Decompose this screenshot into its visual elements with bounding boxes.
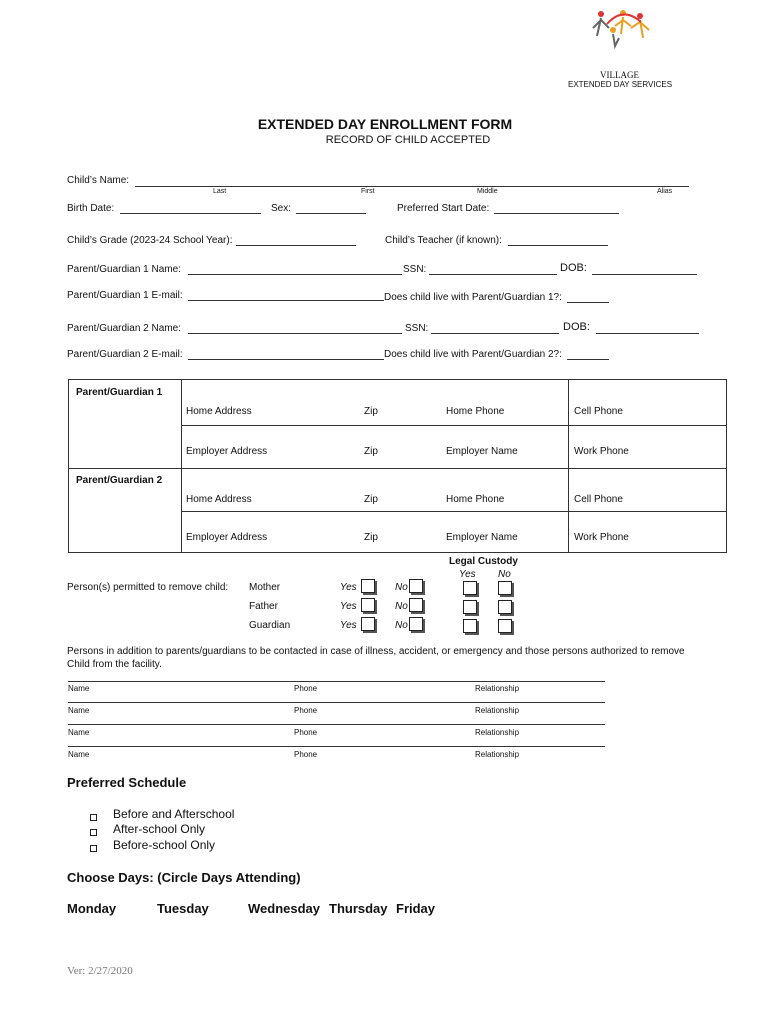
child-name-sub-middle: Middle	[477, 188, 498, 195]
father-no-label: No	[395, 601, 408, 612]
pg2-dob-field[interactable]	[596, 333, 699, 334]
contact-1-name: Name	[68, 684, 90, 693]
guardian-no-label: No	[395, 620, 408, 631]
village-logo-icon	[585, 8, 660, 70]
contact-4-name: Name	[68, 750, 90, 759]
child-name-label: Child’s Name:	[67, 175, 130, 186]
mother-custody-yes-checkbox[interactable]	[463, 581, 477, 595]
sex-field[interactable]	[296, 213, 366, 214]
day-tuesday[interactable]: Tuesday	[157, 901, 209, 916]
child-name-sub-alias: Alias	[657, 188, 673, 195]
mother-custody-no-checkbox[interactable]	[498, 581, 512, 595]
contact-line-4[interactable]	[68, 746, 605, 747]
mother-no-label: No	[395, 582, 408, 593]
page-title: EXTENDED DAY ENROLLMENT FORM	[257, 116, 513, 132]
day-thursday[interactable]: Thursday	[329, 901, 388, 916]
custody-no-header: No	[498, 569, 511, 580]
pg1-live-label: Does child live with Parent/Guardian 1?:	[384, 292, 562, 303]
pg1-ssn-field[interactable]	[429, 274, 557, 275]
pg2-home-address[interactable]: Home Address	[186, 494, 252, 505]
father-custody-yes-checkbox[interactable]	[463, 600, 477, 614]
grade-field[interactable]	[236, 245, 356, 246]
pg2-ssn-label: SSN:	[405, 323, 429, 334]
pg2-name-field[interactable]	[188, 333, 402, 334]
schedule-option-2-checkbox[interactable]	[90, 829, 97, 836]
contact-4-relationship: Relationship	[475, 750, 520, 759]
pg2-home-phone[interactable]: Home Phone	[446, 494, 505, 505]
pg1-employer-address[interactable]: Employer Address	[186, 446, 268, 457]
pg1-home-zip[interactable]: Zip	[364, 406, 378, 417]
preferred-start-field[interactable]	[494, 213, 619, 214]
pg1-email-label: Parent/Guardian 1 E-mail:	[67, 290, 183, 301]
row-guardian-label: Guardian	[249, 620, 291, 631]
grade-label: Child’s Grade (2023-24 School Year):	[67, 235, 233, 246]
child-name-sub-first: First	[361, 188, 375, 195]
pg1-employer-zip[interactable]: Zip	[364, 446, 378, 457]
page-subtitle: RECORD OF CHILD ACCEPTED	[325, 134, 491, 146]
custody-yes-header: Yes	[459, 569, 476, 580]
pg1-employer-name[interactable]: Employer Name	[446, 446, 518, 457]
guardian-custody-yes-checkbox[interactable]	[463, 619, 477, 633]
contact-line-2[interactable]	[68, 702, 605, 703]
pg2-employer-name[interactable]: Employer Name	[446, 532, 518, 543]
pg1-name-label: Parent/Guardian 1 Name:	[67, 264, 181, 275]
schedule-option-2: After-school Only	[113, 822, 206, 836]
pg1-live-field[interactable]	[567, 302, 609, 303]
contact-2-relationship: Relationship	[475, 706, 520, 715]
pg2-work-phone[interactable]: Work Phone	[574, 532, 629, 543]
pg2-home-zip[interactable]: Zip	[364, 494, 378, 505]
pg1-dob-label: DOB:	[560, 262, 587, 274]
contact-line-3[interactable]	[68, 724, 605, 725]
pg2-live-field[interactable]	[567, 359, 609, 360]
schedule-option-1: Before and Afterschool	[113, 807, 235, 821]
row-mother-label: Mother	[249, 582, 281, 593]
days-title: Choose Days: (Circle Days Attending)	[67, 870, 301, 885]
pg1-home-phone[interactable]: Home Phone	[446, 406, 505, 417]
father-custody-no-checkbox[interactable]	[498, 600, 512, 614]
permitted-label: Person(s) permitted to remove child:	[67, 582, 229, 593]
pg2-cell-phone[interactable]: Cell Phone	[574, 494, 623, 505]
logo	[585, 8, 660, 70]
father-yes-label: Yes	[340, 601, 357, 612]
day-monday[interactable]: Monday	[67, 901, 117, 916]
sex-label: Sex:	[271, 203, 292, 214]
mother-remove-yes-checkbox[interactable]	[361, 579, 375, 593]
schedule-option-1-checkbox[interactable]	[90, 814, 97, 821]
pg1-email-field[interactable]	[188, 300, 384, 301]
pg1-name-field[interactable]	[188, 274, 402, 275]
guardian-remove-yes-checkbox[interactable]	[361, 617, 375, 631]
pg2-name-label: Parent/Guardian 2 Name:	[67, 323, 181, 334]
guardian-table	[68, 379, 727, 553]
pg1-dob-field[interactable]	[592, 274, 697, 275]
contact-2-name: Name	[68, 706, 90, 715]
day-friday[interactable]: Friday	[396, 901, 436, 916]
contact-3-name: Name	[68, 728, 90, 737]
pg1-work-phone[interactable]: Work Phone	[574, 446, 629, 457]
pg1-cell-phone[interactable]: Cell Phone	[574, 406, 623, 417]
guardian-yes-label: Yes	[340, 620, 357, 631]
pg2-ssn-field[interactable]	[431, 333, 559, 334]
legal-custody-title: Legal Custody	[449, 556, 518, 567]
guardian-remove-no-checkbox[interactable]	[409, 617, 423, 631]
child-name-field[interactable]	[135, 186, 689, 187]
mother-yes-label: Yes	[340, 582, 357, 593]
contact-1-phone: Phone	[294, 684, 318, 693]
teacher-field[interactable]	[508, 245, 608, 246]
contact-2-phone: Phone	[294, 706, 318, 715]
pg1-home-address[interactable]: Home Address	[186, 406, 252, 417]
contact-1-relationship: Relationship	[475, 684, 520, 693]
birth-date-field[interactable]	[120, 213, 261, 214]
schedule-option-3-checkbox[interactable]	[90, 845, 97, 852]
guardian-custody-no-checkbox[interactable]	[498, 619, 512, 633]
pg1-ssn-label: SSN:	[403, 264, 427, 275]
pg2-employer-zip[interactable]: Zip	[364, 532, 378, 543]
pg2-live-label: Does child live with Parent/Guardian 2?:	[384, 349, 562, 360]
contact-3-phone: Phone	[294, 728, 318, 737]
teacher-label: Child’s Teacher (if known):	[385, 235, 502, 246]
pg2-email-label: Parent/Guardian 2 E-mail:	[67, 349, 183, 360]
preferred-start-label: Preferred Start Date:	[397, 203, 490, 214]
logo-line2: EXTENDED DAY SERVICES	[568, 80, 673, 89]
row-father-label: Father	[249, 601, 278, 612]
mother-remove-no-checkbox[interactable]	[409, 579, 423, 593]
father-remove-no-checkbox[interactable]	[409, 598, 423, 612]
birth-date-label: Birth Date:	[67, 203, 115, 214]
contact-line-1[interactable]	[68, 681, 605, 682]
pg2-dob-label: DOB:	[563, 321, 590, 333]
child-name-sub-last: Last	[213, 188, 227, 195]
schedule-title: Preferred Schedule	[67, 775, 187, 790]
father-remove-yes-checkbox[interactable]	[361, 598, 375, 612]
contacts-text: Persons in addition to parents/guardians to be contacted in case of illness, accident, or emergency and those persons authorized to remove Child from the facility.	[67, 646, 685, 670]
pg2-email-field[interactable]	[188, 359, 384, 360]
table-pg2-header: Parent/Guardian 2	[76, 475, 163, 486]
table-pg1-header: Parent/Guardian 1	[76, 387, 163, 398]
contact-3-relationship: Relationship	[475, 728, 520, 737]
contact-4-phone: Phone	[294, 750, 318, 759]
pg2-employer-address[interactable]: Employer Address	[186, 532, 268, 543]
logo-line1: VILLAGE	[600, 70, 639, 80]
day-wednesday[interactable]: Wednesday	[248, 901, 321, 916]
schedule-option-3: Before-school Only	[113, 838, 216, 852]
version-label: Ver: 2/27/2020	[67, 965, 133, 977]
